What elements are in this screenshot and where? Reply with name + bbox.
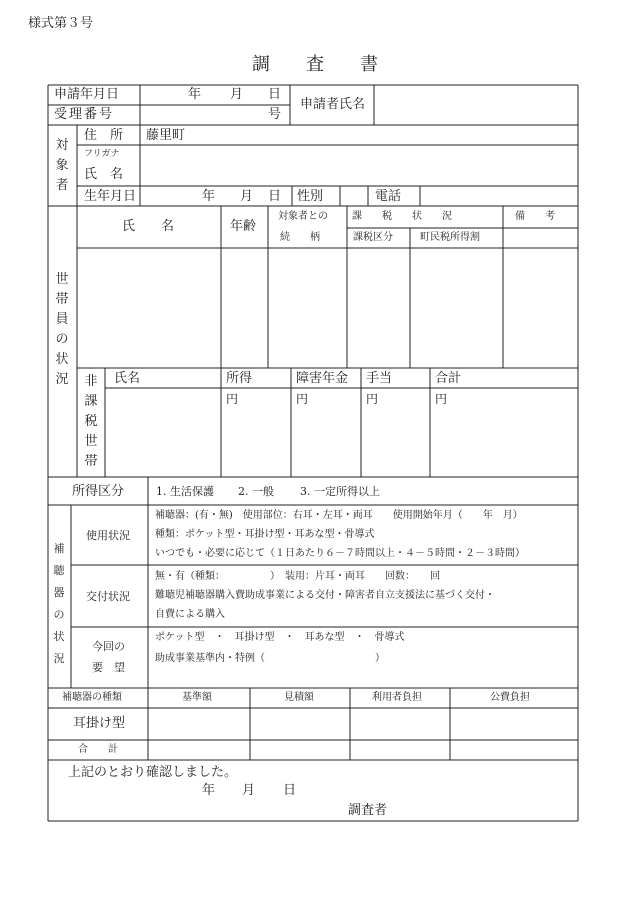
nontaxable-name-header: 氏名 bbox=[114, 371, 141, 386]
request-line-1: ポケット型 ・ 耳掛け型 ・ 耳あな型 ・ 骨導式 bbox=[155, 632, 405, 643]
aid-type-value: 耳掛け型 bbox=[73, 716, 126, 731]
income-option-welfare: 1. 生活保護 bbox=[156, 485, 214, 498]
member-name-header: 氏 名 bbox=[122, 219, 175, 234]
request-label-top: 今回の bbox=[92, 640, 125, 653]
confirm-year-label: 年 bbox=[202, 783, 216, 798]
income-class-label: 所得区分 bbox=[72, 484, 125, 499]
grant-status-label: 交付状況 bbox=[86, 590, 130, 603]
cost-total-label: 合 計 bbox=[78, 744, 118, 755]
tax-status-header: 課 税 状 況 bbox=[352, 211, 452, 222]
grant-line-1: 無・有（種類： ） 装用：片耳・両耳 回数： 回 bbox=[155, 571, 440, 582]
member-age-header: 年齢 bbox=[230, 219, 257, 234]
subject-section-label: 対象者 bbox=[55, 138, 69, 193]
request-line-2: 助成事業基準内・特例（ ） bbox=[155, 653, 385, 664]
nontaxable-total-header: 合計 bbox=[435, 371, 462, 386]
birth-month-label: 月 bbox=[240, 189, 254, 204]
usage-line-3: いつでも・必要に応じて（１日あたり６－７時間以上・４－５時間・２－３時間） bbox=[155, 548, 525, 559]
request-label-bottom: 要 望 bbox=[92, 661, 125, 674]
gender-label: 性別 bbox=[297, 189, 324, 204]
nontaxable-pension-header: 障害年金 bbox=[296, 371, 349, 386]
tax-class-header: 課税区分 bbox=[353, 232, 393, 243]
birth-date-label: 生年月日 bbox=[84, 189, 137, 204]
receipt-number-suffix: 号 bbox=[268, 107, 282, 122]
address-value: 藤里町 bbox=[146, 128, 186, 143]
nontaxable-section-label: 非課税世帯 bbox=[84, 374, 98, 469]
relation-header-top: 対象者との bbox=[278, 211, 328, 222]
nontaxable-income-header: 所得 bbox=[226, 371, 253, 386]
investigator-label: 調査者 bbox=[348, 803, 388, 818]
phone-label: 電話 bbox=[375, 189, 402, 204]
income-yen-unit: 円 bbox=[226, 392, 239, 406]
standard-amount-header: 基準額 bbox=[182, 692, 212, 703]
form-number: 様式第３号 bbox=[28, 16, 94, 31]
application-year-label: 年 bbox=[188, 87, 202, 102]
estimate-amount-header: 見積額 bbox=[284, 692, 314, 703]
usage-line-1: 補聴器：(有・無) 使用部位：右耳・左耳・両耳 使用開始年月（ 年 月） bbox=[155, 510, 523, 521]
application-day-label: 日 bbox=[268, 87, 282, 102]
allowance-yen-unit: 円 bbox=[366, 392, 379, 406]
confirm-month-label: 月 bbox=[242, 783, 256, 798]
relation-header-bottom: 続 柄 bbox=[280, 232, 320, 243]
document-title: 調 査 書 bbox=[252, 54, 378, 75]
furigana-label: フリガナ bbox=[84, 149, 120, 159]
confirmation-text: 上記のとおり確認しました。 bbox=[68, 765, 238, 780]
public-burden-header: 公費負担 bbox=[490, 692, 530, 703]
application-date-label: 申請年月日 bbox=[54, 87, 120, 102]
income-option-high: 3. 一定所得以上 bbox=[300, 485, 380, 498]
birth-year-label: 年 bbox=[202, 189, 216, 204]
grant-line-3: 自費による購入 bbox=[155, 609, 225, 620]
application-month-label: 月 bbox=[230, 87, 244, 102]
tax-income-header: 町民税所得割 bbox=[420, 232, 480, 243]
nontaxable-allowance-header: 手当 bbox=[366, 371, 393, 386]
birth-day-label: 日 bbox=[268, 189, 282, 204]
total-yen-unit: 円 bbox=[435, 392, 448, 406]
household-section-label: 世帯員の状況 bbox=[55, 272, 69, 387]
confirm-day-label: 日 bbox=[283, 783, 297, 798]
pension-yen-unit: 円 bbox=[296, 392, 309, 406]
user-burden-header: 利用者負担 bbox=[372, 692, 422, 703]
receipt-number-label: 受理番号 bbox=[54, 107, 115, 122]
hearing-aid-section-label: 補聴器の状況 bbox=[53, 542, 65, 665]
usage-status-label: 使用状況 bbox=[86, 529, 130, 542]
remarks-header: 備 考 bbox=[515, 211, 555, 222]
income-option-general: 2. 一般 bbox=[238, 485, 274, 498]
address-label: 住 所 bbox=[84, 128, 124, 143]
subject-name-label: 氏 名 bbox=[84, 167, 124, 182]
usage-line-2: 種類：ポケット型・耳掛け型・耳あな型・骨導式 bbox=[155, 529, 375, 540]
applicant-name-label: 申請者氏名 bbox=[300, 97, 366, 112]
grant-line-2: 難聴児補聴器購入費助成事業による交付・障害者自立支援法に基づく交付・ bbox=[155, 590, 495, 601]
aid-type-header: 補聴器の種類 bbox=[62, 692, 122, 703]
